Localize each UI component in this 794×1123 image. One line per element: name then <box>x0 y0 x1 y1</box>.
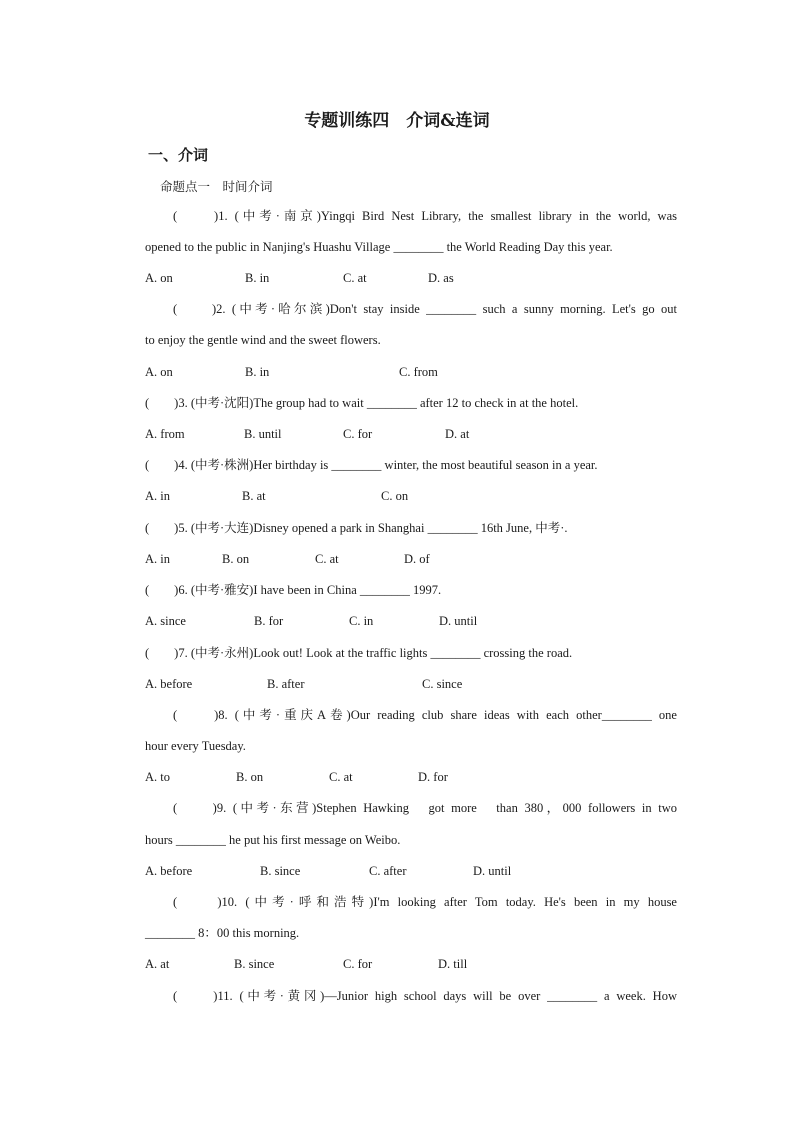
option-a: A. on <box>145 271 173 285</box>
option-a: A. in <box>145 552 170 566</box>
option-d: D. as <box>428 271 454 285</box>
question-4-line-1: ( )4. (中考·株洲)Her birthday is ________ winter, the most beautiful season in a year. <box>145 458 598 472</box>
question-2-line-1: ( )2. (中考·哈尔滨)Don't stay inside ________ such a sunny morning. Let's go out <box>173 302 677 316</box>
question-1-line-2: opened to the public in Nanjing's Huashu Village ________ the World Reading Day this year. <box>145 240 613 254</box>
question-3-line-1: ( )3. (中考·沈阳)The group had to wait ________ after 12 to check in at the hotel. <box>145 396 579 410</box>
option-c: C. on <box>381 489 409 503</box>
option-a: A. before <box>145 864 193 878</box>
option-a: A. in <box>145 489 170 503</box>
option-c: C. since <box>422 677 463 691</box>
option-a: A. on <box>145 365 173 379</box>
option-a: A. from <box>145 427 185 441</box>
option-b: B. after <box>267 677 305 691</box>
question-2-line-2: to enjoy the gentle wind and the sweet flowers. <box>145 333 381 347</box>
option-b: B. in <box>245 365 270 379</box>
option-b: B. at <box>242 489 266 503</box>
question-5-line-1: ( )5. (中考·大连)Disney opened a park in Shanghai ________ 16th June, 中考·. <box>145 521 568 535</box>
option-c: C. for <box>343 957 373 971</box>
option-b: B. since <box>234 957 275 971</box>
option-d: D. for <box>418 770 448 784</box>
option-c: C. at <box>329 770 353 784</box>
option-b: B. on <box>222 552 250 566</box>
option-d: D. of <box>404 552 430 566</box>
question-1-line-1: ( )1. (中考·南京)Yingqi Bird Nest Library, the smallest library in the world, was <box>173 209 677 223</box>
option-b: B. in <box>245 271 270 285</box>
option-a: A. before <box>145 677 193 691</box>
question-8-line-2: hour every Tuesday. <box>145 739 246 753</box>
option-c: C. at <box>343 271 367 285</box>
option-a: A. at <box>145 957 170 971</box>
option-a: A. since <box>145 614 186 628</box>
option-c: C. for <box>343 427 373 441</box>
option-c: C. after <box>369 864 407 878</box>
question-6-line-1: ( )6. (中考·雅安)I have been in China ________ 1997. <box>145 583 442 597</box>
question-10-line-2: ________ 8：00 this morning. <box>145 926 300 940</box>
question-8-line-1: ( )8. (中考·重庆A卷)Our reading club share ideas with each other________ one <box>173 708 677 722</box>
option-c: C. at <box>315 552 339 566</box>
page-title: 专题训练四 介词&连词 <box>304 111 490 131</box>
option-c: C. from <box>399 365 438 379</box>
section-heading: 一、介词 <box>148 146 209 164</box>
question-10-line-1: ( )10. (中考·呼和浩特)I'm looking after Tom today. He's been in my house <box>173 895 677 909</box>
question-9-line-2: hours ________ he put his first message on Weibo. <box>145 833 401 847</box>
option-b: B. on <box>236 770 264 784</box>
subsection-heading: 命题点一 时间介词 <box>160 179 273 194</box>
option-d: D. till <box>438 957 468 971</box>
option-c: C. in <box>349 614 374 628</box>
question-11-line-1: ( )11. (中考·黄冈)—Junior high school days will be over ________ a week. How <box>173 989 677 1003</box>
question-7-line-1: ( )7. (中考·永州)Look out! Look at the traffic lights ________ crossing the road. <box>145 646 573 660</box>
option-b: B. until <box>244 427 282 441</box>
option-d: D. until <box>439 614 478 628</box>
option-d: D. until <box>473 864 512 878</box>
option-b: B. since <box>260 864 301 878</box>
question-9-line-1: ( )9. (中考·东营)Stephen Hawking got more than 380，000 followers in two <box>173 801 677 815</box>
option-a: A. to <box>145 770 170 784</box>
option-d: D. at <box>445 427 470 441</box>
option-b: B. for <box>254 614 284 628</box>
